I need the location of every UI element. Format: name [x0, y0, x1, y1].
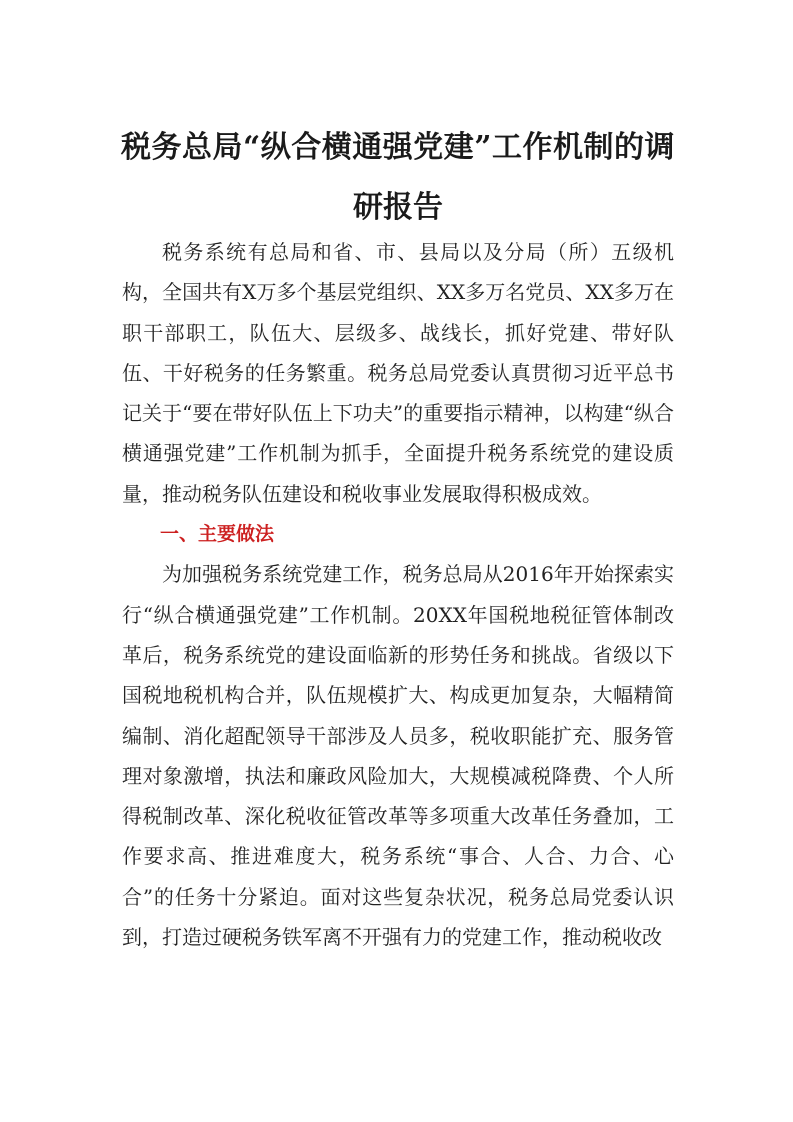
- document-title-line1: 税务总局“纵合横通强党建”工作机制的调: [120, 130, 675, 165]
- document-title-line2: 研报告: [353, 190, 443, 225]
- document-body: [122, 232, 674, 957]
- section-heading: 一、主要做法: [160, 523, 275, 546]
- intro-paragraph: 税务系统有总局和省、市、县局以及分局（所）五级机构，全国共有X万多个基层党组织、XX多万名党员、XX多万在职干部职工，队伍大、层级多、战线长，抓好党建、带好队伍、干好税务的任务繁重。税务总局党委认真贯彻习近平总书记关于“要在带好队伍上下功夫”的重要指示精神，以构建“纵合横通强党建”工作机制为抓手，全面提升税务系统党的建设质量，推动税务队伍建设和税收事业发展取得积极成效。: [122, 240, 674, 506]
- body-paragraph: 为加强税务系统党建工作，税务总局从2016年开始探索实行“纵合横通强党建”工作机制。20XX年国税地税征管体制改革后，税务系统党的建设面临新的形势任务和挑战。省级以下国税地税机构合并，队伍规模扩大、构成更加复杂，大幅精简编制、消化超配领导干部涉及人员多，税收职能扩充、服务管理对象激增，执法和廉政风险加大，大规模减税降费、个人所得税制改革、深化税收征管改革等多项重大改革任务叠加，工作要求高、推进难度大，税务系统“事合、人合、力合、心合”的任务十分紧迫。面对这些复杂状况，税务总局党委认识到，打造过硬税务铁军离不开强有力的党建工作，推动税收改: [122, 562, 674, 950]
